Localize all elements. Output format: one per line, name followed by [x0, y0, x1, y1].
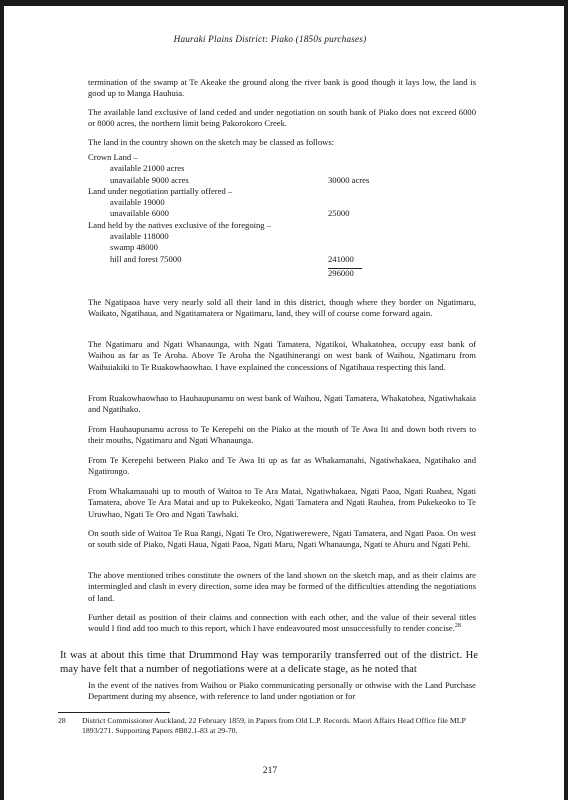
- negotiation-total: 25000: [328, 208, 350, 219]
- crown-land-unavailable: unavailable 9000 acres: [110, 174, 189, 185]
- table-row: [88, 231, 388, 242]
- crown-land-total: 30000 acres: [328, 174, 370, 185]
- table-row: [88, 220, 388, 231]
- footnote: [58, 716, 478, 736]
- negotiation-available: available 19000: [110, 197, 165, 208]
- table-row: [88, 254, 388, 265]
- quote-paragraph-12-text: Further detail as position of their claims and connection with each other, and the value of their several titles would I find add too much to this report, which I have endeavoured most unsuccessfully to render concise.: [88, 612, 476, 634]
- table-row: [88, 175, 388, 186]
- quote-paragraph-13: In the event of the natives from Waihou or Piako communicating personally or othwise with the Land Purchase Department during my absence, with reference to land under ngotiation or for: [88, 680, 476, 702]
- table-row: [88, 152, 388, 163]
- land-classification-table: [88, 152, 388, 279]
- scan-border-left: [0, 0, 4, 800]
- scan-border-top: [0, 0, 568, 6]
- table-row: [88, 163, 388, 174]
- quote-paragraph-9: From Whakamauahi up to mouth of Waitoa to Te Ara Matai, Ngatiwhakaea, Ngati Paoa, Ngati Ruahea, Ngati Tamatera, above Te Ara Matai and up to Pukekeoko, Ngati Tamatera and Ngati Rauhea, from Pukekeoko to Te Uruwhao, Ngati Te Oro and Ngati Tawhaki.: [88, 486, 476, 519]
- crown-land-label: Crown Land –: [88, 152, 138, 162]
- table-row: [88, 268, 388, 279]
- table-row: [88, 242, 388, 253]
- quote-paragraph-5: The Ngatimaru and Ngati Whanaunga, with Ngati Tamatera, Ngatikoi, Whakatohea, occupy east bank of Waihou as far as Te Aroha. Above Te Aroha the Ngatihinerangi on west bank of Waihou, Ngatimaru from Waihuiakiki to Te Ruakowhaowhao. I have explained the concessions of Ngatihaua respecting this land.: [88, 339, 476, 372]
- quote-paragraph-2: The available land exclusive of land ceded and under negotiation on south bank of Piako does not exceed 6000 or 8000 acres, the northern limit being Pakorokoro Creek.: [88, 107, 476, 129]
- footnote-text: District Commissioner Auckland, 22 February 1859, in Papers from Old L.P. Records. Maori Affairs Head Office file MLP 1893/271. Supporting Papers #B82.1-83 at 29-70.: [82, 716, 466, 736]
- negotiation-unavailable: unavailable 6000: [110, 208, 169, 219]
- footnote-reference: 28: [454, 623, 461, 630]
- natives-available: available 118000: [110, 231, 169, 242]
- footnote-number: 28: [58, 716, 66, 725]
- body-paragraph: It was at about this time that Drummond Hay was temporarily transferred out of the district. He may have felt that a number of negotiations were at a delicate stage, as he noted that: [60, 650, 478, 676]
- quote-paragraph-3: The land in the country shown on the sketch may be classed as follows:: [88, 137, 335, 147]
- quote-paragraph-10: On south side of Waitoa Te Rua Rangi, Ngati Te Oro, Ngatiwerewere, Ngati Tamatera, and Ngati Paoa. On west or south side of Piako, Ngati Haua, Ngati Paoa, Ngati Maru, Ngati Whanaunga, Ngati te Ahuru and Ngati Pehi.: [88, 528, 476, 550]
- quote-paragraph-6: From Ruakowhaowhao to Hauhaupunamu on west bank of Waihou, Ngati Tamatera, Whakatohea, Ngatiwhakaia and Ngatihako.: [88, 393, 476, 415]
- table-row: [88, 208, 388, 219]
- natives-hill-forest: hill and forest 75000: [110, 253, 182, 264]
- negotiation-label: Land under negotiation partially offered –: [88, 185, 233, 196]
- scan-border-right: [564, 0, 568, 800]
- table-row: [88, 186, 388, 197]
- natives-swamp: swamp 48000: [110, 242, 158, 253]
- quote-paragraph-7: From Hauhaupunamu across to Te Kerepehi on the Piako at the mouth of Te Awa Iti and down both rivers to their mouths, Ngatimaru and Ngati Whanaunga.: [88, 424, 476, 446]
- natives-land-label: Land held by the natives exclusive of the foregoing –: [88, 219, 272, 230]
- quote-paragraph-1: termination of the swamp at Te Akeake the ground along the river bank is good though it lays low, the land is good up to Manga Hauhuia.: [88, 77, 476, 99]
- grand-total: 296000: [328, 267, 354, 278]
- page-number: 217: [262, 765, 278, 776]
- natives-total: 241000: [328, 253, 354, 264]
- quote-paragraph-11: The above mentioned tribes constitute the owners of the land shown on the sketch map, and as their claims are intermingled and clash in every direction, some idea may be formed of the difficulties attending the negotiations of land.: [88, 570, 476, 603]
- running-head: Hauraki Plains District: Piako (1850s purchases): [173, 34, 367, 44]
- crown-land-available: available 21000 acres: [110, 163, 185, 174]
- footnote-rule: [58, 712, 170, 713]
- table-row: [88, 197, 388, 208]
- quote-paragraph-12: [88, 612, 476, 635]
- quote-paragraph-4: The Ngatipaoa have very nearly sold all their land in this district, though where they border on Ngatimaru, Waikato, Ngatihaua, and Ngatitamatera or Ngatimaru, land, they will of course come forward again.: [88, 297, 476, 319]
- quote-paragraph-8: From Te Kerepehi between Piako and Te Awa Iti up as far as Whakamanahi, Ngatiwhakaea, Ngatihako and Ngatirongo.: [88, 455, 476, 477]
